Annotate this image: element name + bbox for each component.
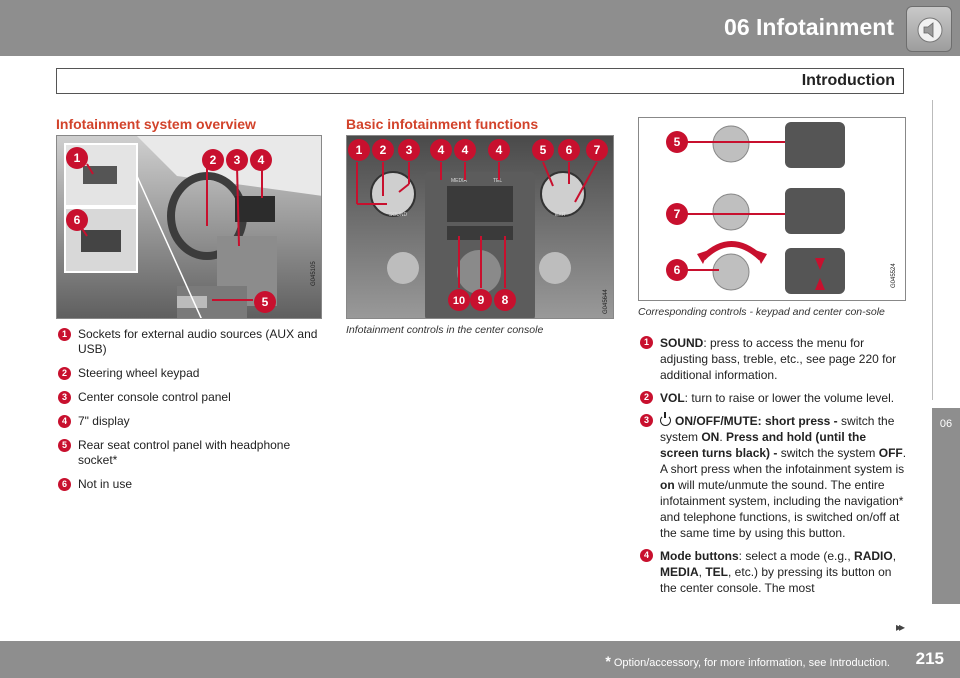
list-item: 1 SOUND: press to access the menu for adjusting bass, treble, etc., see page 220 for additional information. — [638, 335, 908, 383]
footnote: * Option/accessory, for more information, see Introduction. — [605, 653, 890, 669]
keypad-photo — [638, 117, 906, 301]
chapter-tab-label: 06 — [939, 418, 953, 430]
list-item: 5 Rear seat control panel with headphone socket* — [56, 438, 322, 468]
list-item: 2 VOL: turn to raise or lower the volume level. — [638, 390, 908, 406]
callout-2: 2 — [209, 153, 217, 167]
overview-heading: Infotainment system overview — [56, 116, 256, 132]
callout-8: 8 — [501, 293, 509, 307]
callout-9: 9 — [477, 293, 485, 307]
callout-10: 10 — [452, 295, 466, 307]
callout-5: 5 — [261, 295, 269, 309]
console-label-media: MEDIA — [451, 178, 467, 184]
divider — [932, 100, 933, 400]
callout-6: 6 — [673, 263, 681, 277]
list-item: 4 7" display — [56, 414, 322, 429]
footer-bar — [0, 641, 960, 678]
callout-7: 7 — [593, 143, 601, 157]
overview-list — [56, 327, 322, 501]
console-caption: Infotainment controls in the center console — [346, 324, 544, 336]
chapter-header-bar — [0, 0, 960, 56]
list-item: 1 Sockets for external audio sources (AUX and USB) — [56, 327, 322, 357]
image-code: G045644 — [603, 289, 609, 314]
section-header — [56, 68, 904, 94]
console-photo — [346, 135, 614, 319]
callout-4b: 4 — [461, 143, 469, 157]
console-label-exit: EXIT — [555, 212, 567, 218]
function-descriptions — [638, 335, 908, 603]
list-item: 3 Center console control panel — [56, 390, 322, 405]
page-number: 215 — [915, 649, 944, 668]
callout-3: 3 — [233, 153, 241, 167]
overview-photo — [56, 135, 322, 319]
basic-functions-heading: Basic infotainment functions — [346, 116, 539, 132]
power-icon — [660, 415, 671, 426]
callout-4c: 4 — [495, 143, 503, 157]
callout-4: 4 — [257, 153, 265, 167]
chapter-title: 06 Infotainment — [724, 14, 894, 40]
keypad-caption: Corresponding controls - keypad and center con-sole — [638, 306, 885, 318]
callout-4a: 4 — [437, 143, 445, 157]
next-page-arrows-icon: ▸▸ — [896, 620, 903, 634]
callout-7: 7 — [673, 207, 681, 221]
list-item: 6 Not in use — [56, 477, 322, 492]
section-title: Introduction — [801, 72, 895, 89]
callout-5: 5 — [539, 143, 547, 157]
callout-6: 6 — [73, 213, 81, 227]
image-code: G045524 — [891, 263, 897, 288]
callout-1: 1 — [355, 143, 363, 157]
list-item: 4 Mode buttons: select a mode (e.g., RADIO, MEDIA, TEL, etc.) by pressing its button on the center console. The most — [638, 548, 908, 596]
chapter-tab[interactable] — [932, 408, 960, 604]
console-label-tel: TEL — [493, 178, 503, 184]
console-label-sound: SOUND — [389, 212, 408, 218]
callout-6: 6 — [565, 143, 573, 157]
callout-1: 1 — [73, 151, 81, 165]
callout-2: 2 — [379, 143, 387, 157]
list-item: 3 ON/OFF/MUTE: short press - switch the system ON. Press and hold (until the screen turns black) - switch the system OFF. A short press when the infotainment system is on will mute/unmute the sound. The entire infotainment system, including the navigation* and telephone functions, is switched on/off at the same time by using this button. — [638, 413, 908, 541]
list-item: 2 Steering wheel keypad — [56, 366, 322, 381]
callout-3: 3 — [405, 143, 413, 157]
image-code: G045105 — [311, 261, 317, 286]
speaker-icon[interactable] — [906, 6, 952, 52]
callout-5: 5 — [673, 135, 681, 149]
